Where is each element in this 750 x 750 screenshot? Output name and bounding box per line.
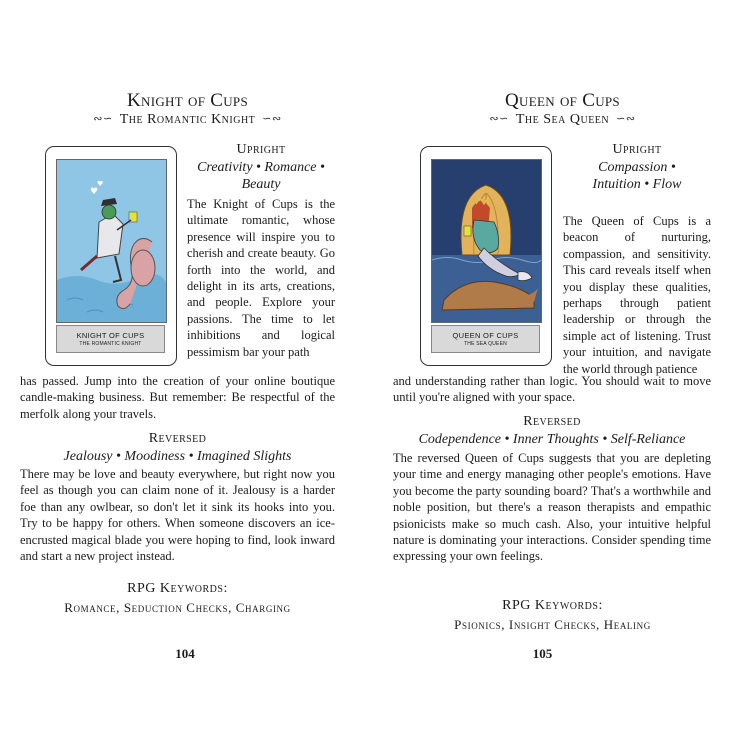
tarot-card-knight-of-cups (45, 146, 177, 366)
knight-seahorse-illustration (56, 159, 167, 323)
reversed-keywords: Codependence • Inner Thoughts • Self-Reliance (418, 432, 686, 448)
upright-text: and understanding rather than logic. You should wait to move until you're aligned with your space. (393, 374, 711, 405)
upright-header (563, 142, 711, 193)
rpg-keywords: Romance, Seduction Checks, Charging (64, 600, 291, 615)
flourish-icon: ∾∽ (489, 113, 509, 125)
card-name-label (56, 325, 165, 353)
card-subtitle (375, 112, 750, 128)
subtitle-text: The Sea Queen (515, 112, 610, 127)
upright-heading: Upright (236, 142, 286, 157)
card-name: KNIGHT OF CUPS (76, 331, 145, 340)
svg-text:♥: ♥ (97, 180, 104, 188)
card-subtitle (0, 112, 375, 128)
svg-text:♥: ♥ (90, 187, 99, 197)
reversed-header (393, 414, 711, 449)
card-name: QUEEN OF CUPS (452, 331, 519, 340)
reversed-heading: Reversed (148, 431, 207, 446)
upright-text: has passed. Jump into the creation of your online boutique candle-making business. But remember: Be respectful of the merfolk along your travels. (20, 374, 335, 421)
queen-mermaid-illustration (431, 159, 542, 323)
tarot-card-queen-of-cups (420, 146, 552, 366)
flourish-icon: ∾∽ (93, 113, 113, 125)
right-page (375, 0, 750, 750)
card-title: Queen of Cups (505, 90, 620, 111)
upright-side-text: The Knight of Cups is the ultimate romantic, whose presence will inspire you to cherish and create beauty. Go forth into the world, and delight in its arts, creations, and people. Explore your passions. The time to let inhibitions and logical pessimism bar your path (187, 197, 335, 359)
rpg-keywords: Psionics, Insight Checks, Healing (454, 617, 651, 632)
upright-keywords: Creativity • Romance • (197, 160, 325, 176)
upright-keywords-cont: Intuition • Flow (592, 176, 682, 192)
rpg-keywords-heading: RPG Keywords: (502, 598, 603, 613)
card-subname: THE ROMANTIC KNIGHT (79, 341, 142, 347)
subtitle-text: The Romantic Knight (119, 112, 256, 127)
rpg-keywords-heading: RPG Keywords: (127, 581, 228, 596)
page-number: 105 (532, 646, 553, 661)
card-title: Knight of Cups (127, 90, 248, 111)
upright-keywords: Compassion • (598, 160, 676, 176)
reversed-keywords: Jealousy • Moodiness • Imagined Slights (63, 449, 292, 465)
upright-keywords-cont: Beauty (241, 176, 281, 192)
upright-heading: Upright (612, 142, 662, 157)
flourish-icon: ∽∾ (262, 113, 282, 125)
reversed-text: There may be love and beauty everywhere, but right now you feel as though you can claim none of it. Jealousy is a harder foe than any owlbear, so don't let it sink its hooks into you. Try to be happy for others. When someone discovers an ice-encrusted magical blade you were hoping to find, look inward and start a new project instead. (20, 467, 335, 564)
upright-header (187, 142, 335, 193)
reversed-heading: Reversed (523, 414, 581, 429)
flourish-icon: ∽∾ (616, 113, 636, 125)
card-name-label (431, 325, 540, 353)
page-number: 104 (175, 646, 195, 661)
reversed-text: The reversed Queen of Cups suggests that you are depleting your time and energy managing other people's emotions. Have you become the party sounding board? That's a worthwhile and noble position, but there's a reason therapists and empathic psionicists make so much cash. Also, your intuitive helpful nature is dominating your interactions. Consider spending time expressing your own feelings. (393, 451, 711, 564)
reversed-header (20, 431, 335, 466)
card-subname: THE SEA QUEEN (464, 341, 507, 347)
upright-side-text: The Queen of Cups is a beacon of nurturing, compassion, and sensitivity. This card reveals itself when you display these qualities, perhaps through patient leadership or through the simple act of listening. Trust your intuition, and navigate the world through patience (563, 214, 711, 376)
